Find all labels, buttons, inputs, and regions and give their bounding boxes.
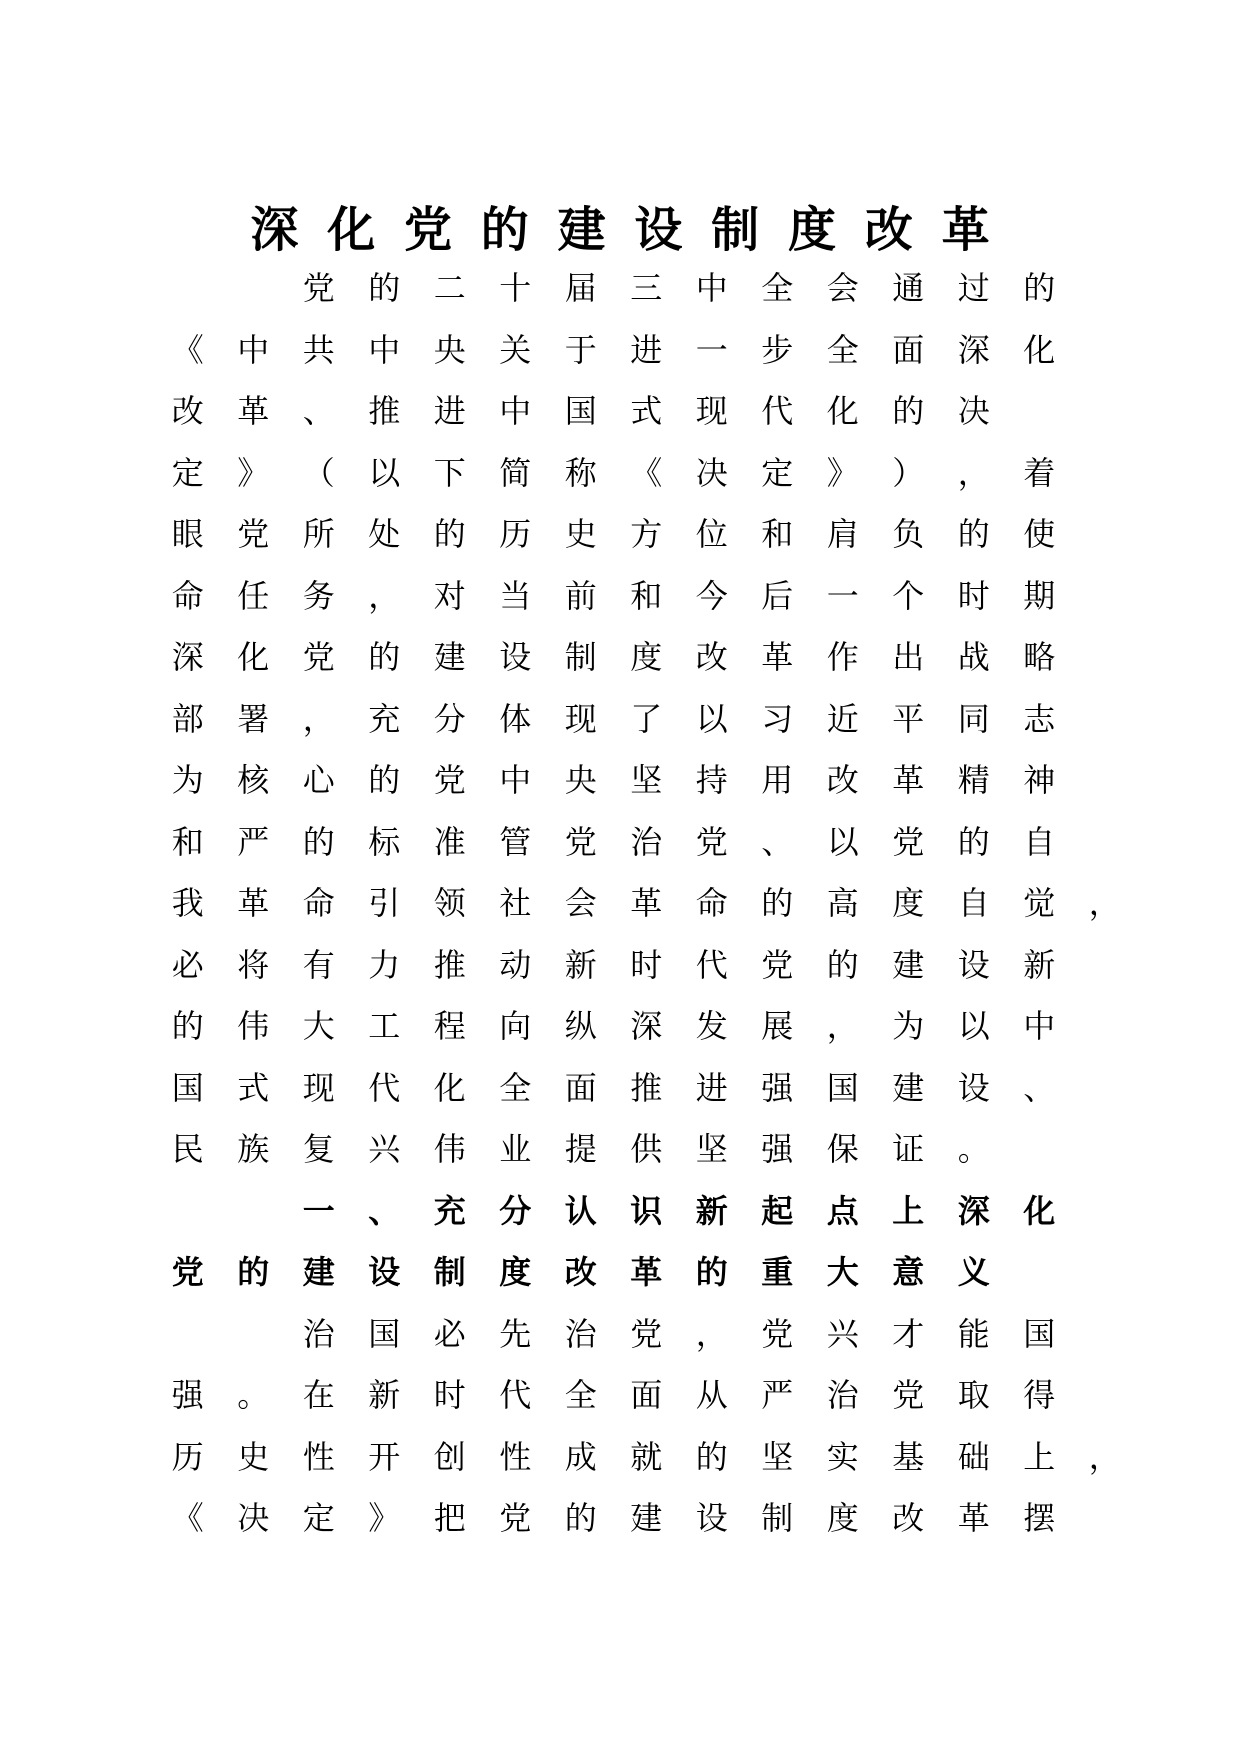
paragraph-line: 为 核 心 的 党 中 央 坚 持 用 改 革 精 神 — [171, 761, 1056, 799]
paragraph-line: 命 任 务 ， 对 当 前 和 今 后 一 个 时 期 — [171, 576, 1056, 615]
paragraph-line: 眼 党 所 处 的 历 史 方 位 和 肩 负 的 使 — [171, 515, 1056, 553]
document-body — [155, 268, 1155, 1560]
paragraph-line: 治 国 必 先 治 党 ， 党 兴 才 能 国 — [302, 1314, 1056, 1353]
section-heading-line: 党 的 建 设 制 度 改 革 的 重 大 意 义 — [171, 1253, 990, 1291]
paragraph-line: 必 将 有 力 推 动 新 时 代 党 的 建 设 新 — [171, 945, 1056, 984]
document-title: 深化党的建设制度改革 — [250, 202, 1019, 258]
paragraph-line: 定 》 （ 以 下 简 称 《 决 定 》 ） ， 着 — [171, 453, 1056, 492]
paragraph-line: 国 式 现 代 化 全 面 推 进 强 国 建 设 、 — [171, 1068, 1056, 1107]
paragraph-line: 民 族 复 兴 伟 业 提 供 坚 强 保 证 。 — [171, 1130, 990, 1168]
paragraph-line: 我 革 命 引 领 社 会 革 命 的 高 度 自 觉 ， — [171, 884, 1121, 922]
paragraph-line: 《 中 共 中 央 关 于 进 一 步 全 面 深 化 — [171, 330, 1056, 369]
section-heading-line: 一 、 充 分 认 识 新 起 点 上 深 化 — [302, 1191, 1056, 1230]
paragraph-line: 和 严 的 标 准 管 党 治 党 、 以 党 的 自 — [171, 822, 1056, 861]
paragraph-line: 《 决 定 》 把 党 的 建 设 制 度 改 革 摆 — [171, 1499, 1056, 1537]
paragraph-line: 强 。 在 新 时 代 全 面 从 严 治 党 取 得 — [171, 1376, 1056, 1414]
paragraph-line: 党 的 二 十 届 三 中 全 会 通 过 的 — [302, 269, 1056, 307]
paragraph-line: 深 化 党 的 建 设 制 度 改 革 作 出 战 略 — [171, 638, 1056, 676]
paragraph-line: 改 革 、 推 进 中 国 式 现 代 化 的 决 — [171, 392, 990, 430]
paragraph-line: 历 史 性 开 创 性 成 就 的 坚 实 基 础 上 ， — [171, 1437, 1121, 1476]
paragraph-line: 的 伟 大 工 程 向 纵 深 发 展 ， 为 以 中 — [171, 1007, 1056, 1045]
paragraph-line: 部 署 ， 充 分 体 现 了 以 习 近 平 同 志 — [171, 699, 1056, 738]
